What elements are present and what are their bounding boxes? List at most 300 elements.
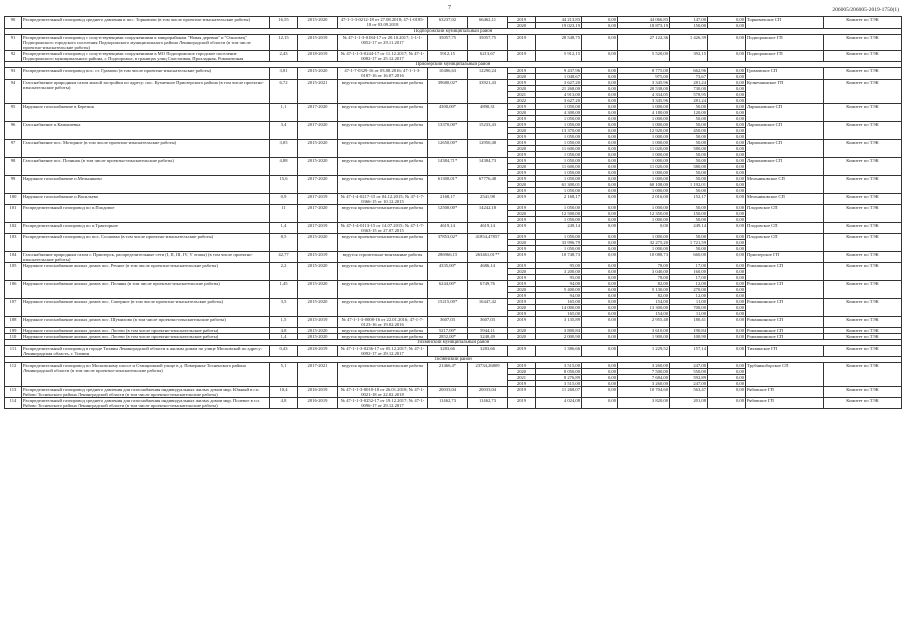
federal-cell: 0,00 bbox=[582, 205, 618, 211]
municipality-cell: Плодовское СП bbox=[746, 205, 824, 223]
executor-cell: Комитет по ТЭК bbox=[824, 17, 902, 29]
regional-cell: 60 108,00 bbox=[618, 182, 670, 188]
federal-cell: 0,00 bbox=[582, 176, 618, 182]
year-cell: 2020 bbox=[508, 328, 536, 334]
section-title: Приозерский муниципальный район bbox=[5, 62, 902, 68]
local-cell: 150,00 bbox=[670, 23, 708, 29]
row-number: 95 bbox=[5, 104, 22, 122]
document-cell: 47-1-7-0329-16 от 03.08.2016; 47-1-1-3-0187-16 от 16.07.2016 bbox=[338, 68, 428, 80]
row-number: 110 bbox=[5, 334, 22, 340]
other-cell: 0,00 bbox=[708, 134, 746, 140]
year-cell: 2019 bbox=[508, 234, 536, 240]
local-cell: 592,89 bbox=[670, 375, 708, 381]
row-number: 100 bbox=[5, 194, 22, 205]
cost-cell: 61300,01* bbox=[428, 176, 468, 194]
table-row bbox=[5, 17, 902, 23]
local-cell: 50,00 bbox=[670, 217, 708, 223]
total-cell: 249,14 bbox=[536, 223, 582, 234]
federal-cell: 0,00 bbox=[582, 74, 618, 80]
other-cell: 0,00 bbox=[708, 252, 746, 263]
federal-cell: 0,00 bbox=[582, 164, 618, 170]
local-cell: 578,95 bbox=[670, 92, 708, 98]
row-number: 97 bbox=[5, 140, 22, 158]
year-cell: 2020 bbox=[508, 74, 536, 80]
local-cell: 247,00 bbox=[670, 381, 708, 387]
cost-cell: 39680,02* bbox=[428, 80, 468, 104]
total-cell: 1 050,00 bbox=[536, 234, 582, 240]
municipality-cell: Плодовское СП bbox=[746, 223, 824, 234]
cost-cell: 13370,00* bbox=[428, 122, 468, 140]
other-cell: 0,00 bbox=[708, 122, 746, 128]
row-number: 96 bbox=[5, 122, 22, 140]
object-name: Наружное газоснабжение в Бережок bbox=[22, 104, 270, 122]
executor-cell: Комитет по ТЭК bbox=[824, 51, 902, 62]
remaining-cost-cell: 4619,14 bbox=[468, 223, 508, 234]
period-cell: 2015-2020 bbox=[298, 68, 338, 80]
cost-cell: 3607,03 bbox=[428, 317, 468, 328]
regional-cell: 1 000,00 bbox=[618, 122, 670, 128]
year-cell: 2020 bbox=[508, 110, 536, 116]
municipality-cell: Рябовское ГП bbox=[746, 398, 824, 409]
regional-cell: 1 000,00 bbox=[618, 116, 670, 122]
year-cell: 2019 bbox=[508, 217, 536, 223]
year-cell: 2019 bbox=[508, 35, 536, 51]
executor-cell: Комитет по ТЭК bbox=[824, 80, 902, 104]
local-cell: 50,00 bbox=[670, 152, 708, 158]
period-cell: 2015-2019 bbox=[298, 252, 338, 263]
period-cell: 2018-2019 bbox=[298, 51, 338, 62]
document-id: 206005/206005-2019-1750(1) bbox=[832, 7, 899, 13]
length-cell: 2,43 bbox=[270, 51, 298, 62]
year-cell: 2019 bbox=[508, 263, 536, 269]
remaining-cost-cell: 4686,14 bbox=[468, 263, 508, 281]
regional-cell: 3 040,00 bbox=[618, 269, 670, 275]
total-cell: 1 050,00 bbox=[536, 217, 582, 223]
regional-cell: 7 500,00 bbox=[618, 369, 670, 375]
local-cell: 580,00 bbox=[670, 164, 708, 170]
regional-cell: 4 180,00 bbox=[618, 110, 670, 116]
table-row bbox=[5, 263, 902, 269]
regional-cell: 1 000,00 bbox=[618, 152, 670, 158]
object-name: Наружное газоснабжение жилых домов пос. Поляны (в том числе проектно-изыскательские работы) bbox=[22, 281, 270, 299]
remaining-cost-cell: 23734,26809 bbox=[468, 363, 508, 387]
year-cell: 2019 bbox=[508, 80, 536, 86]
period-cell: 2015-2020 bbox=[298, 328, 338, 334]
year-cell: 2019 bbox=[508, 194, 536, 205]
federal-cell: 0,00 bbox=[582, 381, 618, 387]
row-number: 109 bbox=[5, 328, 22, 334]
year-cell: 2019 bbox=[508, 104, 536, 110]
table-row bbox=[5, 317, 902, 328]
local-cell: 281,24 bbox=[670, 98, 708, 104]
table-row bbox=[5, 194, 902, 205]
object-name: Наружное газоснабжение жилых домов пос. Лосево (в том числе проектно-изыскательские работы) bbox=[22, 328, 270, 334]
period-cell: 2017-2020 bbox=[298, 104, 338, 122]
length-cell: 0,43 bbox=[270, 346, 298, 357]
regional-cell: 1 000,00 bbox=[618, 188, 670, 194]
total-cell: 11 600,00 bbox=[536, 146, 582, 152]
executor-cell: Комитет по ТЭК bbox=[824, 363, 902, 387]
total-cell: 94,00 bbox=[536, 293, 582, 299]
regional-cell: 82,00 bbox=[618, 293, 670, 299]
other-cell: 0,00 bbox=[708, 68, 746, 74]
year-cell: 2020 bbox=[508, 86, 536, 92]
total-cell: 1 050,00 bbox=[536, 246, 582, 252]
regional-cell: 5 130,00 bbox=[618, 287, 670, 293]
regional-cell: 78,00 bbox=[618, 275, 670, 281]
total-cell: 94,00 bbox=[536, 281, 582, 287]
document-cell: ведутся проектно-изыскательские работы bbox=[338, 234, 428, 252]
object-name: Наружное газоснабжение жилых домов пос. Речное (в том числе проектно-изыскательские работы) bbox=[22, 263, 270, 281]
period-cell: 2017-2020 bbox=[298, 205, 338, 223]
length-cell: 1,4 bbox=[270, 334, 298, 340]
local-cell: 662,96 bbox=[670, 68, 708, 74]
cost-cell: 5217,00* bbox=[428, 328, 468, 334]
remaining-cost-cell: 67776,48 bbox=[468, 176, 508, 194]
total-cell: 3 515,00 bbox=[536, 381, 582, 387]
length-cell: 15,6 bbox=[270, 176, 298, 194]
remaining-cost-cell: 3607,03 bbox=[468, 317, 508, 328]
local-cell: 147,00 bbox=[670, 17, 708, 23]
year-cell: 2019 bbox=[508, 398, 536, 409]
table-row bbox=[5, 140, 902, 146]
regional-cell: 1 000,00 bbox=[618, 104, 670, 110]
federal-cell: 0,00 bbox=[582, 240, 618, 246]
row-number: 105 bbox=[5, 263, 22, 281]
object-name: Газоснабжение природным газом жилой застройки по адресу: пос. Кузнечное Приозерского района (в том числе проектно-изыскательские работы) bbox=[22, 80, 270, 104]
other-cell: 0,00 bbox=[708, 281, 746, 287]
year-cell: 2019 bbox=[508, 116, 536, 122]
period-cell: 2017-2019 bbox=[298, 194, 338, 205]
remaining-cost-cell: 14384,73 bbox=[468, 158, 508, 176]
document-cell: № 47-1-4-0217-15 от 04.12.2015; № 47-1-7-0366-15 от 10.12.2015 bbox=[338, 194, 428, 205]
regional-cell: 1 229,52 bbox=[618, 346, 670, 357]
row-number: 111 bbox=[5, 346, 22, 357]
federal-cell: 0,00 bbox=[582, 92, 618, 98]
remaining-cost-cell: 15233,43 bbox=[468, 122, 508, 140]
cost-cell: 12650,00* bbox=[428, 140, 468, 158]
row-number: 114 bbox=[5, 398, 22, 409]
other-cell: 0,00 bbox=[708, 398, 746, 409]
local-cell: 73,67 bbox=[670, 74, 708, 80]
local-cell: 730,00 bbox=[670, 86, 708, 92]
local-cell: 50,00 bbox=[670, 140, 708, 146]
other-cell: 0,00 bbox=[708, 363, 746, 369]
other-cell: 0,00 bbox=[708, 176, 746, 182]
length-cell: 3,4 bbox=[270, 122, 298, 140]
regional-cell: 154,00 bbox=[618, 311, 670, 317]
regional-cell: 18 873,19 bbox=[618, 23, 670, 29]
table-row bbox=[5, 334, 902, 340]
local-cell: 270,00 bbox=[670, 287, 708, 293]
total-cell: 3 200,00 bbox=[536, 269, 582, 275]
federal-cell: 0,00 bbox=[582, 234, 618, 240]
regional-cell: 78,00 bbox=[618, 263, 670, 269]
period-cell: 2015-2020 bbox=[298, 140, 338, 158]
total-cell: 11 600,00 bbox=[536, 164, 582, 170]
federal-cell: 0,00 bbox=[582, 281, 618, 287]
remaining-cost-cell: 3283,66 bbox=[468, 346, 508, 357]
regional-cell: 11 020,00 bbox=[618, 164, 670, 170]
executor-cell: Комитет по ТЭК bbox=[824, 140, 902, 158]
total-cell: 3 627,20 bbox=[536, 98, 582, 104]
federal-cell: 0,00 bbox=[582, 140, 618, 146]
document-cell: № 47-1-4-0113-15 от 14.07.2015; № 47-1-7-0363-15 от 27.07.2015 bbox=[338, 223, 428, 234]
municipality-cell: Ромашкинское СП bbox=[746, 334, 824, 340]
executor-cell: Комитет по ТЭК bbox=[824, 158, 902, 176]
other-cell: 0,00 bbox=[708, 182, 746, 188]
cost-cell: 2852,00* bbox=[428, 334, 468, 340]
regional-cell: 2 955,48 bbox=[618, 317, 670, 328]
executor-cell: Комитет по ТЭК bbox=[824, 334, 902, 340]
total-cell: 165,00 bbox=[536, 311, 582, 317]
federal-cell: 0,00 bbox=[582, 128, 618, 134]
regional-cell: 975,00 bbox=[618, 74, 670, 80]
row-number: 108 bbox=[5, 317, 22, 328]
local-cell: 50,00 bbox=[670, 134, 708, 140]
remaining-cost-cell: 4890,31 bbox=[468, 104, 508, 122]
remaining-cost-cell: 6213,67 bbox=[468, 51, 508, 62]
total-cell: 10 748,73 bbox=[536, 252, 582, 263]
other-cell: 0,00 bbox=[708, 375, 746, 381]
regional-cell: 1 000,00 bbox=[618, 234, 670, 240]
total-cell: 11 268,07 bbox=[536, 387, 582, 398]
federal-cell: 0,00 bbox=[582, 363, 618, 369]
other-cell: 0,00 bbox=[708, 74, 746, 80]
executor-cell: Комитет по ТЭК bbox=[824, 317, 902, 328]
regional-cell: 3 260,00 bbox=[618, 381, 670, 387]
municipality-cell: Мельниковское СП bbox=[746, 176, 824, 194]
cost-cell: 37853,02* bbox=[428, 234, 468, 252]
regional-cell: 1 000,00 bbox=[618, 140, 670, 146]
local-cell: 120,00 bbox=[670, 110, 708, 116]
municipality-cell: Подпорожское ГП bbox=[746, 35, 824, 51]
object-name: Наружное газоснабжение жилых домов пос. Саперное (в том числе проектно-изыскательские работы) bbox=[22, 299, 270, 317]
document-cell: ведутся проектно-изыскательские работы bbox=[338, 122, 428, 140]
federal-cell: 0,00 bbox=[582, 116, 618, 122]
other-cell: 0,00 bbox=[708, 246, 746, 252]
municipality-cell: Кузнечнинское ГП bbox=[746, 80, 824, 104]
total-cell: 8 050,00 bbox=[536, 369, 582, 375]
year-cell: 2020 bbox=[508, 182, 536, 188]
federal-cell: 0,00 bbox=[582, 134, 618, 140]
regional-cell: 20 538,00 bbox=[618, 86, 670, 92]
local-cell: 1 721,59 bbox=[670, 240, 708, 246]
table-row bbox=[5, 328, 902, 334]
year-cell: 2020 bbox=[508, 146, 536, 152]
other-cell: 0,00 bbox=[708, 293, 746, 299]
local-cell: 1 192,01 bbox=[670, 182, 708, 188]
row-number: 103 bbox=[5, 234, 22, 252]
cost-cell: 3283,66 bbox=[428, 346, 468, 357]
other-cell: 0,00 bbox=[708, 164, 746, 170]
remaining-cost-cell: 16447,42 bbox=[468, 299, 508, 317]
document-cell: ведутся проектно-изыскательские работы bbox=[338, 80, 428, 104]
year-cell: 2019 bbox=[508, 140, 536, 146]
total-cell: 2 000,90 bbox=[536, 334, 582, 340]
length-cell: 3,5 bbox=[270, 299, 298, 317]
federal-cell: 0,00 bbox=[582, 317, 618, 328]
federal-cell: 0,00 bbox=[582, 86, 618, 92]
year-cell: 2019 bbox=[508, 223, 536, 234]
year-cell: 2019 bbox=[508, 293, 536, 299]
total-cell: 4 024,08 bbox=[536, 398, 582, 409]
length-cell: 16,55 bbox=[270, 17, 298, 29]
length-cell: 4,88 bbox=[270, 158, 298, 176]
federal-cell: 0,00 bbox=[582, 152, 618, 158]
row-number: 98 bbox=[5, 158, 22, 176]
federal-cell: 0,00 bbox=[582, 269, 618, 275]
page-number: 7 bbox=[448, 5, 451, 11]
length-cell: 6,72 bbox=[270, 80, 298, 104]
period-cell: 2015-2021 bbox=[298, 80, 338, 104]
federal-cell: 0,00 bbox=[582, 146, 618, 152]
local-cell: 17,00 bbox=[670, 275, 708, 281]
other-cell: 0,00 bbox=[708, 287, 746, 293]
municipality-cell: Плодовское СП bbox=[746, 234, 824, 252]
document-cell: № 47-1-1-3-0236-17 от 05.12.2017; № 47-1-0092-17 от 29.12.2017 bbox=[338, 346, 428, 357]
year-cell: 2019 bbox=[508, 158, 536, 164]
regional-cell: 3 820,00 bbox=[618, 398, 670, 409]
year-cell: 2019 bbox=[508, 387, 536, 398]
other-cell: 0,00 bbox=[708, 140, 746, 146]
document-cell: № 47-1-1-3-0252-17 от 19.12.2017; № 47-1-0096-17 от 29.12.2017 bbox=[338, 398, 428, 409]
remaining-cost-cell: 33921,43 bbox=[468, 80, 508, 104]
cost-cell: 6244,00* bbox=[428, 281, 468, 299]
municipality-cell: Тихвинское ГП bbox=[746, 346, 824, 357]
municipality-cell: Мельниковское СП bbox=[746, 194, 824, 205]
other-cell: 0,00 bbox=[708, 128, 746, 134]
municipality-cell: Подпорожское ГП bbox=[746, 51, 824, 62]
period-cell: 2017-2019 bbox=[298, 223, 338, 234]
total-cell: 3 800,84 bbox=[536, 328, 582, 334]
other-cell: 0,00 bbox=[708, 205, 746, 211]
period-cell: 2015-2020 bbox=[298, 17, 338, 29]
total-cell: 95,00 bbox=[536, 275, 582, 281]
document-cell: ведутся проектно-изыскательские работы bbox=[338, 263, 428, 281]
period-cell: 2017-2020 bbox=[298, 122, 338, 140]
federal-cell: 0,00 bbox=[582, 217, 618, 223]
year-cell: 2019 bbox=[508, 170, 536, 176]
table-row bbox=[5, 68, 902, 74]
table-row bbox=[5, 363, 902, 369]
cost-cell: 14384,71* bbox=[428, 158, 468, 176]
year-cell: 2019 bbox=[508, 134, 536, 140]
document-cell: ведутся проектно-изыскательские работы bbox=[338, 140, 428, 158]
municipality-cell: Приозерское ГП bbox=[746, 252, 824, 263]
length-cell: 4,8 bbox=[270, 398, 298, 409]
year-cell: 2019 bbox=[508, 68, 536, 74]
year-cell: 2019 bbox=[508, 252, 536, 263]
federal-cell: 0,00 bbox=[582, 68, 618, 74]
total-cell: 1 048,67 bbox=[536, 74, 582, 80]
federal-cell: 0,00 bbox=[582, 263, 618, 269]
other-cell: 0,00 bbox=[708, 35, 746, 51]
other-cell: 0,00 bbox=[708, 104, 746, 110]
year-cell: 2019 bbox=[508, 51, 536, 62]
cost-cell: 5912,15 bbox=[428, 51, 468, 62]
year-cell: 2020 bbox=[508, 369, 536, 375]
municipality-cell: Ларионовское СП bbox=[746, 158, 824, 176]
regional-cell: 13 300,00 bbox=[618, 305, 670, 311]
section-title: Тосненский район bbox=[5, 357, 902, 363]
local-cell: 11,00 bbox=[670, 311, 708, 317]
cost-cell: 35057,75 bbox=[428, 35, 468, 51]
executor-cell: Комитет по ТЭК bbox=[824, 387, 902, 398]
federal-cell: 0,00 bbox=[582, 80, 618, 86]
total-cell: 5 400,00 bbox=[536, 287, 582, 293]
local-cell: 17,00 bbox=[670, 263, 708, 269]
federal-cell: 0,00 bbox=[582, 299, 618, 305]
regional-cell: 10 704,60 bbox=[618, 387, 670, 398]
row-number: 106 bbox=[5, 281, 22, 299]
regional-cell: 3 345,96 bbox=[618, 80, 670, 86]
object-name: Распределительный газопровод по п.Тракторное bbox=[22, 223, 270, 234]
executor-cell: Комитет по ТЭК bbox=[824, 299, 902, 317]
local-cell: 50,00 bbox=[670, 122, 708, 128]
length-cell: 1,4 bbox=[270, 223, 298, 234]
local-cell: 50,00 bbox=[670, 246, 708, 252]
row-number: 104 bbox=[5, 252, 22, 263]
local-cell: 700,00 bbox=[670, 305, 708, 311]
row-number: 93 bbox=[5, 68, 22, 80]
cost-cell: 4300,00* bbox=[428, 104, 468, 122]
other-cell: 0,00 bbox=[708, 194, 746, 205]
document-cell: ведутся проектно-изыскательские работы bbox=[338, 299, 428, 317]
federal-cell: 0,00 bbox=[582, 35, 618, 51]
regional-cell: 5 520,00 bbox=[618, 51, 670, 62]
table-row bbox=[5, 104, 902, 110]
remaining-cost-cell: 5944,11 bbox=[468, 328, 508, 334]
row-number: 102 bbox=[5, 223, 22, 234]
length-cell: 10,4 bbox=[270, 387, 298, 398]
length-cell: 12,15 bbox=[270, 35, 298, 51]
length-cell: 3,81 bbox=[270, 68, 298, 80]
municipality-cell: Рябовское ГП bbox=[746, 387, 824, 398]
cost-cell: 21466,4* bbox=[428, 363, 468, 387]
municipality-cell: Громовское СП bbox=[746, 68, 824, 80]
other-cell: 0,00 bbox=[708, 269, 746, 275]
municipality-cell: Торковичское СП bbox=[746, 17, 824, 29]
other-cell: 0,00 bbox=[708, 263, 746, 269]
federal-cell: 0,00 bbox=[582, 51, 618, 62]
executor-cell: Комитет по ТЭК bbox=[824, 35, 902, 51]
period-cell: 2016-2019 bbox=[298, 387, 338, 398]
municipality-cell: Ромашкинское СП bbox=[746, 281, 824, 299]
local-cell: 550,00 bbox=[670, 369, 708, 375]
municipality-cell: Трубникоборское СП bbox=[746, 363, 824, 387]
row-number: 92 bbox=[5, 51, 22, 62]
regional-cell: 1 000,00 bbox=[618, 176, 670, 182]
table-row bbox=[5, 299, 902, 305]
remaining-cost-cell: 3240,49 bbox=[468, 334, 508, 340]
document-cell: ведутся проектно-изыскательские работы bbox=[338, 176, 428, 194]
other-cell: 0,00 bbox=[708, 152, 746, 158]
regional-cell: 44 066,83 bbox=[618, 17, 670, 23]
federal-cell: 0,00 bbox=[582, 170, 618, 176]
table-row bbox=[5, 223, 902, 234]
remaining-cost-cell: 12950,48 bbox=[468, 140, 508, 158]
regional-cell: 1 000,00 bbox=[618, 217, 670, 223]
executor-cell: Комитет по ТЭК bbox=[824, 346, 902, 357]
total-cell: 19 023,19 bbox=[536, 23, 582, 29]
other-cell: 0,00 bbox=[708, 211, 746, 217]
remaining-cost-cell: 41854,47857 bbox=[468, 234, 508, 252]
local-cell: 50,00 bbox=[670, 234, 708, 240]
federal-cell: 0,00 bbox=[582, 122, 618, 128]
other-cell: 0,00 bbox=[708, 86, 746, 92]
period-cell: 2016-2019 bbox=[298, 398, 338, 409]
